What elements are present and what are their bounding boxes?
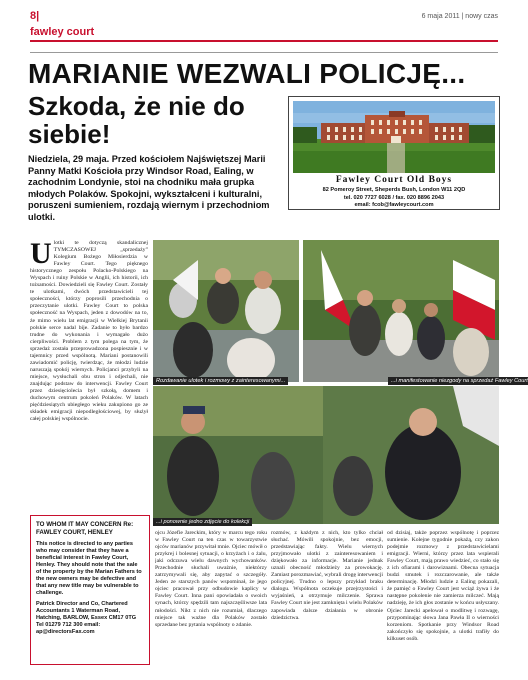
body-column-2 (155, 530, 267, 670)
body-column-4-text-block (387, 530, 499, 670)
notice-body: This notice is directed to any parties who may consider that they have a beneficial interest in Fawley Court, Henley. They should note that the sale of the property by the Marian Fathers to the new owners may be defective and that any new title may be vulnerable to challenge. (36, 541, 142, 596)
ad-email: email: fcob@fawleycourt.com (354, 202, 434, 208)
photo2-caption: ...i manifestowanie niezgody na sprzedaż Fawley Court (388, 377, 528, 385)
top-rule (30, 40, 498, 42)
issue-info: 6 maja 2011 | nowy czas (421, 13, 498, 20)
ad-phone: tel. 020 7727 6028 / fax. 020 8896 2043 (343, 194, 445, 201)
notice-contact: Patrick Director and Co, Chartered Accountants 1 Waterman Road, Hatching, BARLOW, Essex CM17 0TG Tel 01279 712 300 email: ap@directorsFax.com (36, 601, 137, 635)
body-column-1 (30, 240, 148, 510)
fawley-court-old-boys-ad (288, 96, 500, 210)
ad-title: Fawley Court Old Boys (335, 175, 453, 185)
ad-contact (293, 187, 495, 210)
drop-cap: U (30, 240, 52, 270)
body-column-3 (271, 530, 383, 670)
photo-protest-flags (303, 240, 499, 382)
section-title: fawley court (30, 26, 95, 38)
headline-rule (30, 52, 498, 53)
body-column-2-text: ojcu Józefie Jareckim, który w marcu tego roku w Fawley Court na ten czas w towarzystwie ojców marianów przywitał mnie. Ojciec mówił o przykrej i bolesnej sytuacji, o krzyżach i o żalu, jaki odczuwa wielu dawnych wychowanków. Przechodnie słuchali uważnie, niektórzy zatrzymywali się, aby zapytać o szczegóły. Jeden ze starszych panów wspominał, że jego ojciec pracował przy odbudowie kaplicy w Fawley Court. Inna pani opowiadała o swoich synach, którzy spędzili tam najszczęśliwsze lata młodości. Nikt z nich nie rozumiał, dlaczego miejsce tak ważne dla Polaków zostało sprzedane bez pytania wspólnoty o zdanie. (155, 530, 267, 628)
body-column-3-text: rozmów, z każdym z nich, kto tylko chciał słuchać. Mówili spokojnie, bez emocji, przedstawiając fakty. Wielu wiernych przyjmowało ulotki z zainteresowaniem i dziękowało za informacje. Marianie jednak uznali obecność młodzieży za prowokację. Zamiast porozmawiać, wybrali drogę interwencji policyjnej. Trudno o lepszy przykład braku dialogu. Wspólnota oczekuje przejrzystości i wyjaśnień, a otrzymuje milczenie. Sprawa Fawley Court nie jest zamknięta i wielu Polaków zapowiada dalsze działania w obronie dziedzictwa. (271, 530, 383, 621)
legal-notice-box (30, 515, 150, 665)
page-number: 8| (30, 10, 40, 22)
photo3-caption: ...i ponownie jedno zdjęcie do kolekcji (153, 518, 252, 526)
fawley-court-building-photo (293, 101, 495, 173)
ad-address: 82 Pomeroy Street, Sheperds Bush, London W11 2QD (322, 187, 466, 193)
headline: MARIANIE WEZWALI POLICJĘ... (28, 58, 466, 89)
body-column-4-text: od dzisiaj, także poprzez wspólnotę i poprzez sumienie. Kolejne tygodnie pokażą, czy zakon podejmie rozmowy z przedstawicielami emigracji. Wierni, którzy przez lata wspierali Fawley Court, mają prawo wiedzieć, co stało się z ich ofiarami i darowiznami. Obecna sytuacja budzi smutek i rozczarowanie, ale także determinację. Młodzi ludzie z Ealing pokazali, że pamięć o Fawley Court jest wciąż żywa i że następne pokolenie nie zamierza milczeć. Mają nadzieję, że ich głos zostanie w końcu usłyszany. Ojciec Jarecki apelował o modlitwę i rozwagę, przypominając słowa Jana Pawła II o wierności korzeniom. Spotkanie przy Windsor Road zakończyło się spokojnie, a ulotki trafiły do kilkuset osób. (387, 530, 499, 642)
page-header (30, 10, 498, 26)
notice-title: TO WHOM IT MAY CONCERN Re: FAWLEY COURT, HENLEY (36, 521, 134, 536)
lede: Niedziela, 29 maja. Przed kościołem Najświętszej Marii Panny Matki Kościoła przy Windsor Road, Ealing, w zachodnim Londynie, stoi na chodniku mała grupka młodych Polaków. Spokojni, wykształceni i kulturalni, poruszeni sumieniem, rozdają wiernym i przechodniom ulotki. (28, 154, 270, 222)
photo1-caption: Rozdawanie ulotek i rozmowy z zainteresowanymi... (153, 377, 288, 385)
body-column-1-text: lotki te dotyczą skandalicznej TYMCZASOWEJ „sprzedaży” Kolegium Bożego Miłosierdzia w Fawley Court. Tego pięknego historycznego zespołu Polacko-Polskiego na Wyspach i ruiny Polskie w Anglii, ich historii, ich tożsamości. Dowiedzieli się Fawley Court. Zostały te ulotkami, dwóch przedstawicieli tej społeczności, którzy poprosili przechodnia o przeczytanie ulotki. Fawley Court to polska społeczność na Wyspach, jeden z dowodów na to, że mimo wielu lat emigracji w Wielkiej Brytanii polskie serce nadal bije. Zadanie to było bardzo trudne do wykonania i wymagało dużo cierpliwości. Problem z tym polega na tym, że sprzedaż została przeprowadzona pospiesznie i w tajemnicy przed wspólnotą. Mariani postanowili zawiadomić policję, twierdząc, że młodzi ludzie naruszają spokój wiernych. Policjanci przybyli na miejsce, wysłuchali obu stron i odjechali, nie znajdując podstaw do interwencji. Fawley Court przez dziesięciolecia był szkołą, domem i duchowym centrum pokoleń Polaków. W latach pięćdziesiątych ubiegłego wieku zakupiono go ze składek emigracji niepodległościowej, by służył całej polskiej wspólnocie. (30, 240, 148, 423)
subheadline: Szkoda, że nie do siebie! (28, 91, 245, 149)
photo-leafleting (153, 240, 299, 382)
photo-police (153, 386, 499, 524)
